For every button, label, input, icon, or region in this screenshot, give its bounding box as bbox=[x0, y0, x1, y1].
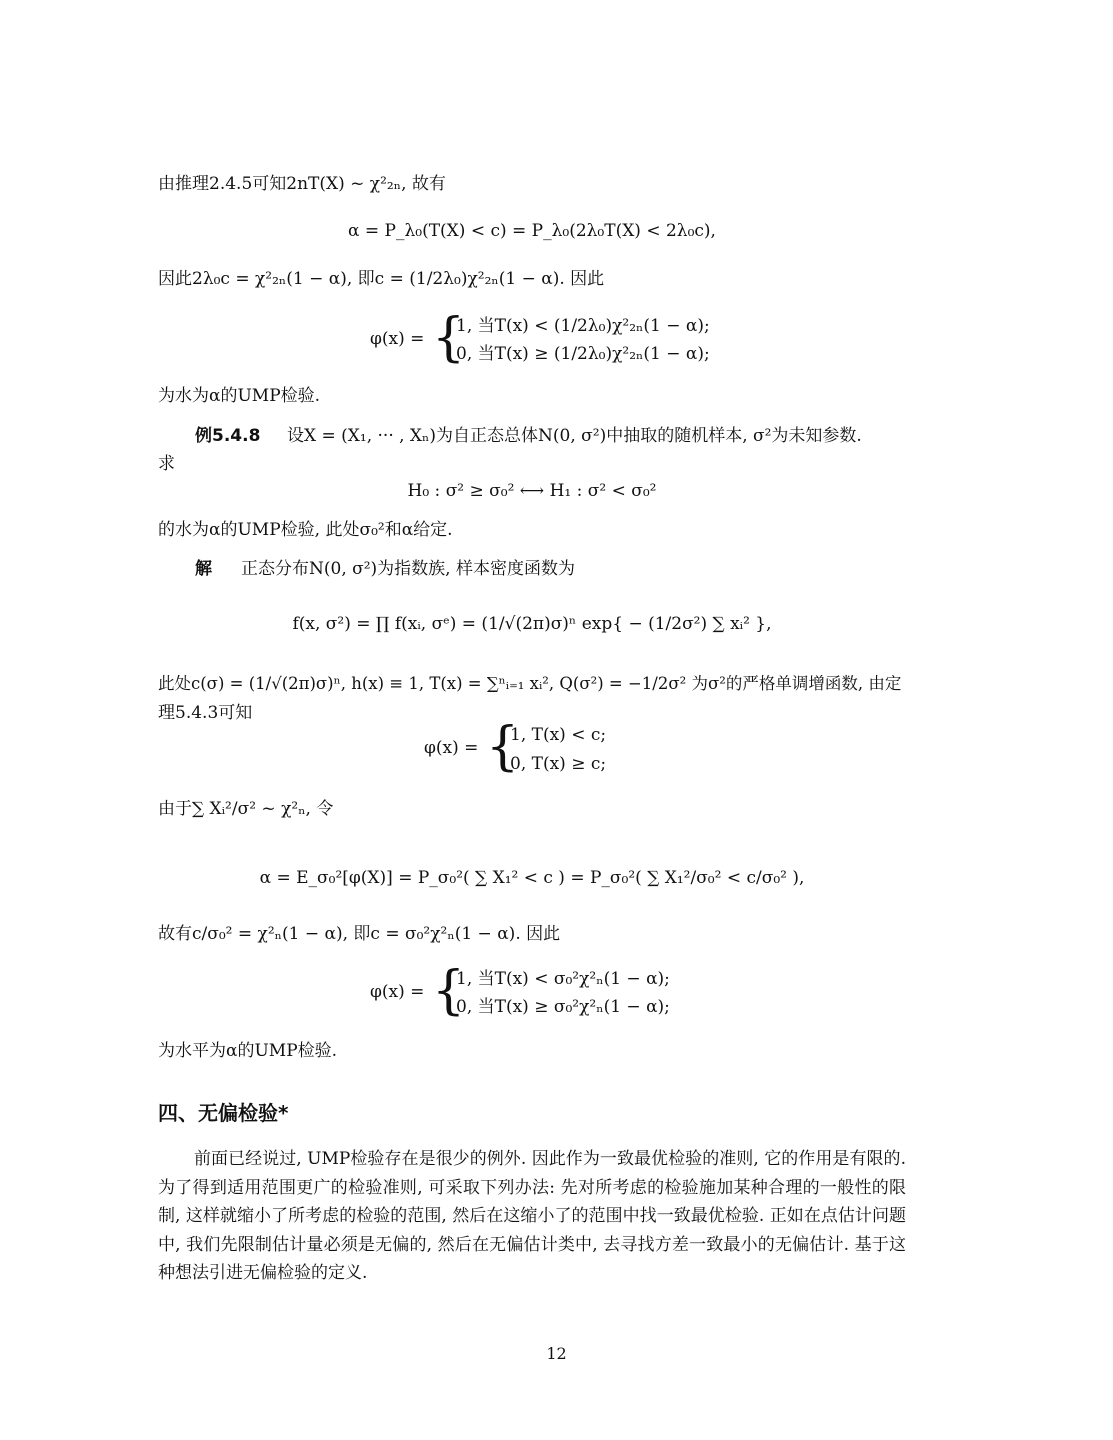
brace-glyph: { bbox=[486, 717, 520, 777]
case-row: 1, T(x) < c; bbox=[510, 725, 607, 745]
text-line: 此处c(σ) = (1/√(2π)σ)ⁿ, h(x) ≡ 1, T(x) = ∑ⁿᵢ₌₁ xᵢ², Q(σ²) = −1/2σ² 为σ²的严格单调增函数, 由定 bbox=[158, 674, 902, 693]
phi-lhs: φ(x) = bbox=[370, 982, 425, 1002]
text-line: 设X = (X₁, ··· , Xₙ)为自正态总体N(0, σ²)中抽取的随机样本, σ²为未知参数. bbox=[287, 426, 862, 446]
text-line: 求 bbox=[158, 454, 175, 474]
text-line: 的水为α的UMP检验, 此处σ₀²和α给定. bbox=[158, 520, 453, 540]
case-row: 0, 当T(x) ≥ (1/2λ₀)χ²₂ₙ(1 − α); bbox=[456, 344, 710, 364]
section-heading: 四、无偏检验* bbox=[158, 1101, 289, 1125]
brace-glyph: { bbox=[432, 308, 466, 368]
text-line: 由推理2.4.5可知2nT(X) ~ χ²₂ₙ, 故有 bbox=[158, 174, 446, 194]
equation-alpha-lambda: α = P_λ₀(T(X) < c) = P_λ₀(2λ₀T(X) < 2λ₀c), bbox=[348, 221, 716, 241]
solution-label: 解 bbox=[195, 559, 212, 579]
section-paragraph: 前面已经说过, UMP检验存在是很少的例外. 因此作为一致最优检验的准则, 它的作用是有限的. 为了得到适用范围更广的检验准则, 可采取下列办法: 先对所考虑的检验施加某种合理的一般性的限制, 这样就缩小了所考虑的检验的范围, 然后在这缩小了的范围中找一致最优检验. 正如在点估计问题中, 我们先限制估计量必须是无偏的, 然后在无偏估计类中, 去寻找方差一致最小的无偏估计. 基于这种想法引进无偏检验的定义. bbox=[158, 1149, 906, 1283]
case-row: 0, 当T(x) ≥ σ₀²χ²ₙ(1 − α); bbox=[456, 997, 670, 1017]
phi-lhs: φ(x) = bbox=[424, 738, 479, 758]
text-line: 因此2λ₀c = χ²₂ₙ(1 − α), 即c = (1/2λ₀)χ²₂ₙ(1 − α). 因此 bbox=[158, 269, 605, 289]
example-number: 例5.4.8 bbox=[195, 426, 261, 446]
text-line: 故有c/σ₀² = χ²ₙ(1 − α), 即c = σ₀²χ²ₙ(1 − α). 因此 bbox=[158, 924, 561, 944]
density-equation: f(x, σ²) = ∏ f(xᵢ, σᵉ) = (1/√(2π)σ)ⁿ exp{ − (1/2σ²) ∑ xᵢ² }, bbox=[292, 614, 772, 634]
text-line: 由于∑ Xᵢ²/σ² ~ χ²ₙ, 令 bbox=[158, 799, 334, 819]
solution-label-wrap bbox=[195, 557, 212, 581]
case-row: 1, 当T(x) < (1/2λ₀)χ²₂ₙ(1 − α); bbox=[456, 316, 710, 336]
text-line: 理5.4.3可知 bbox=[158, 703, 253, 723]
example-label bbox=[195, 424, 260, 448]
case-row: 1, 当T(x) < σ₀²χ²ₙ(1 − α); bbox=[456, 969, 670, 989]
alpha-expectation-equation: α = E_σ₀²[φ(X)] = P_σ₀²( ∑ X₁² < c ) = P_σ₀²( ∑ X₁²/σ₀² < c/σ₀² ), bbox=[259, 868, 805, 888]
brace-glyph: { bbox=[432, 961, 466, 1021]
page-number: 12 bbox=[546, 1344, 567, 1363]
text-line: 正态分布N(0, σ²)为指数族, 样本密度函数为 bbox=[241, 559, 575, 579]
text-line: 为水平为α的UMP检验. bbox=[158, 1041, 338, 1061]
phi-lhs: φ(x) = bbox=[370, 329, 425, 349]
text-line: 为水为α的UMP检验. bbox=[158, 386, 321, 406]
case-row: 0, T(x) ≥ c; bbox=[510, 754, 607, 774]
hypothesis-equation: H₀ : σ² ≥ σ₀² ⟷ H₁ : σ² < σ₀² bbox=[407, 481, 657, 501]
